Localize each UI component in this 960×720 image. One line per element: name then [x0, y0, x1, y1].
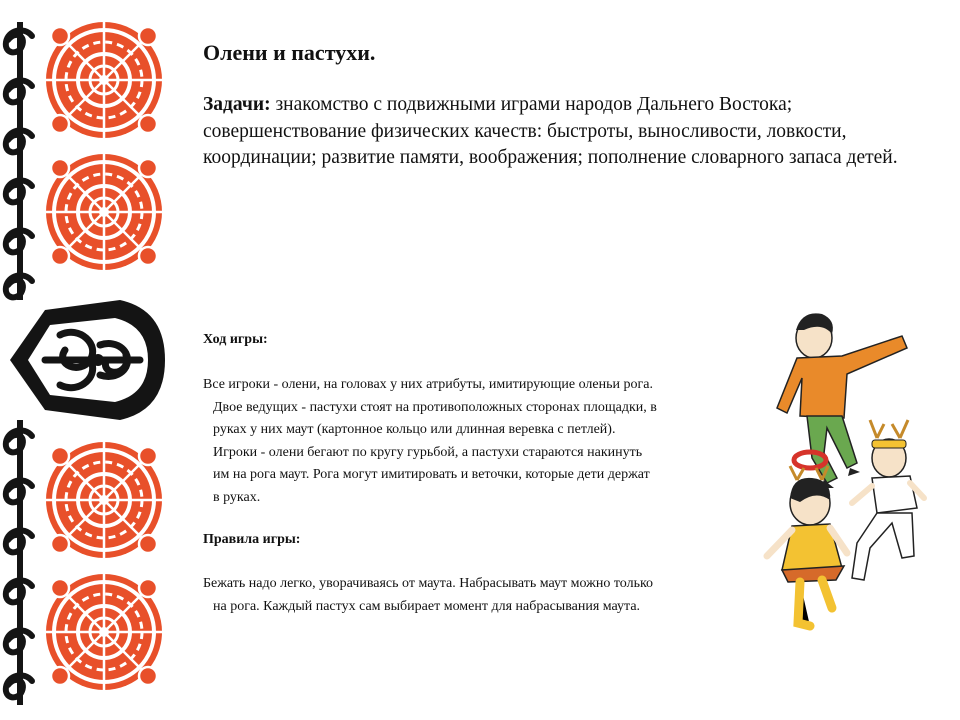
tasks-label: Задачи: [203, 94, 271, 115]
gameplay-line: Двое ведущих - пастухи стоят на противоположных сторонах площадки, в [213, 399, 657, 415]
gameplay-line: в руках. [213, 489, 261, 505]
rules-line: на рога. Каждый пастух сам выбирает момент для набрасывания маута. [213, 598, 641, 614]
rules-paragraph [203, 573, 703, 618]
rules-line: Бежать надо легко, уворачиваясь от маута. Набрасывать маут можно только [203, 576, 654, 591]
tasks-text: знакомство с подвижными играми народов Дальнего Востока; совершенствование физических качеств: быстроты, выносливости, ловкости, координации; развитие памяти, воображения; пополнение словарного запаса детей. [203, 94, 898, 168]
girl-yellow-figure [767, 466, 847, 626]
gameplay-line: им на рога маут. Рога могут имитировать и веточки, которые дети держат [213, 467, 650, 482]
tasks-paragraph [203, 92, 913, 172]
rules-heading: Правила игры: [203, 532, 301, 547]
gameplay-paragraph [203, 374, 703, 509]
gameplay-line: руках у них маут (картонное кольцо или длинная веревка с петлей). [213, 422, 616, 437]
children-playing-illustration [752, 308, 930, 648]
gameplay-heading: Ход игры: [203, 332, 268, 347]
boy-white-figure [852, 420, 924, 580]
gameplay-line: Игроки - олени бегают по кругу гурьбой, а пастухи стараются накинуть [213, 444, 643, 460]
black-shield-ornament [10, 300, 165, 420]
gameplay-line: Все игроки - олени, на головах у них атрибуты, имитирующие оленьи рога. [203, 377, 653, 392]
ornament-border [0, 0, 180, 720]
page-title: Олени и пастухи. [203, 40, 376, 65]
